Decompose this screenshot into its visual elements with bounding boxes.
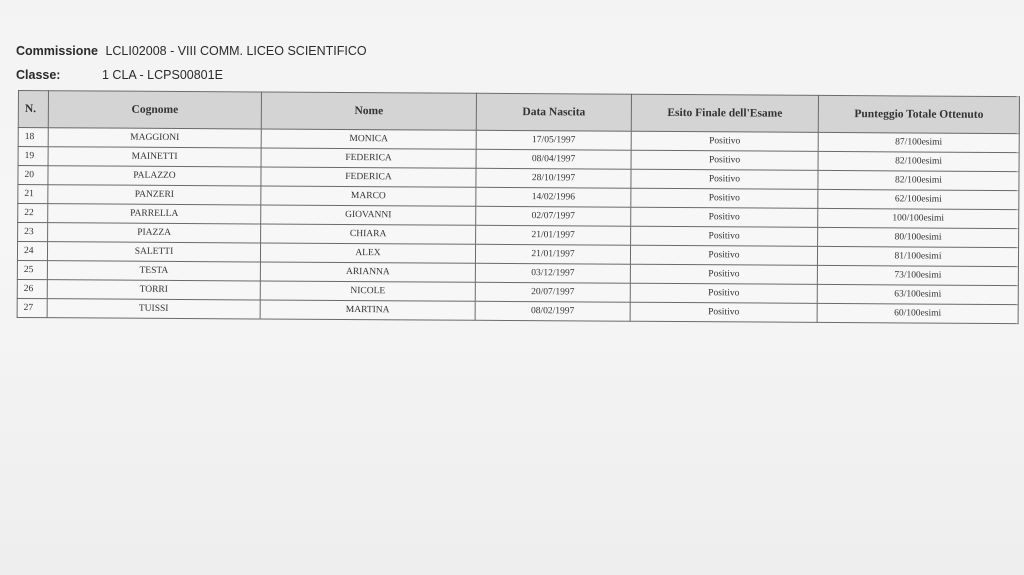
classe-line [16,68,223,82]
classe-value: 1 CLA - LCPS00801E [102,68,223,82]
cell-cognome: SALETTI [47,242,260,262]
cell-nome: NICOLE [260,281,475,301]
cell-punteggio: 82/100esimi [818,170,1019,190]
cell-number: 27 [17,298,47,317]
cell-cognome: MAGGIONI [48,128,261,148]
col-header-cognome: Cognome [48,91,261,129]
cell-punteggio: 62/100esimi [818,189,1019,209]
cell-data-nascita: 20/07/1997 [475,282,630,302]
cell-punteggio: 81/100esimi [817,246,1018,266]
cell-punteggio: 87/100esimi [818,132,1019,152]
cell-number: 21 [18,185,48,204]
cell-data-nascita: 21/01/1997 [476,225,631,245]
cell-cognome: PARRELLA [48,204,261,224]
cell-esito: Positivo [631,131,818,151]
cell-cognome: PIAZZA [48,223,261,243]
cell-number: 22 [18,204,48,223]
cell-nome: CHIARA [261,224,476,244]
cell-punteggio: 73/100esimi [817,265,1018,285]
cell-nome: GIOVANNI [261,205,476,225]
cell-number: 26 [17,279,47,298]
cell-cognome: TUISSI [47,299,260,319]
cell-esito: Positivo [631,226,818,246]
cell-esito: Positivo [631,169,818,189]
cell-esito: Positivo [630,264,817,284]
classe-label: Classe: [16,68,61,82]
cell-data-nascita: 03/12/1997 [475,263,630,283]
cell-nome: ARIANNA [260,262,475,282]
cell-data-nascita: 08/04/1997 [476,149,631,169]
cell-nome: MARCO [261,186,476,206]
cell-esito: Positivo [631,150,818,170]
cell-cognome: PALAZZO [48,166,261,186]
commissione-label: Commissione [16,44,98,58]
cell-nome: MARTINA [260,300,475,320]
commissione-line [16,44,367,58]
cell-cognome: MAINETTI [48,147,261,167]
cell-cognome: TORRI [47,280,260,300]
cell-punteggio: 60/100esimi [817,303,1018,323]
cell-esito: Positivo [631,207,818,227]
cell-punteggio: 80/100esimi [818,227,1019,247]
col-header-nome: Nome [261,92,476,130]
cell-punteggio: 100/100esimi [818,208,1019,228]
cell-number: 18 [18,128,48,147]
cell-punteggio: 63/100esimi [817,284,1018,304]
cell-nome: FEDERICA [261,148,476,168]
cell-esito: Positivo [630,283,817,303]
col-header-number: N. [18,91,48,128]
cell-esito: Positivo [630,245,817,265]
cell-data-nascita: 02/07/1997 [476,206,631,226]
table-header-row [18,91,1019,134]
cell-esito: Positivo [631,188,818,208]
cell-data-nascita: 17/05/1997 [476,130,631,150]
col-header-esito: Esito Finale dell'Esame [631,94,818,132]
col-header-punteggio: Punteggio Totale Ottenuto [818,95,1019,133]
col-header-data-nascita: Data Nascita [476,93,631,131]
cell-number: 23 [18,223,48,242]
cell-cognome: TESTA [47,261,260,281]
cell-punteggio: 82/100esimi [818,151,1019,171]
cell-data-nascita: 21/01/1997 [475,244,630,264]
cell-data-nascita: 14/02/1996 [476,187,631,207]
cell-number: 19 [18,147,48,166]
results-table [17,90,1020,324]
cell-nome: MONICA [261,129,476,149]
cell-cognome: PANZERI [48,185,261,205]
cell-number: 24 [17,242,47,261]
cell-esito: Positivo [630,302,817,322]
commissione-value: LCLI02008 - VIII COMM. LICEO SCIENTIFICO [105,44,367,58]
cell-nome: FEDERICA [261,167,476,187]
cell-data-nascita: 08/02/1997 [475,301,630,321]
cell-number: 25 [17,260,47,279]
cell-nome: ALEX [260,243,475,263]
cell-number: 20 [18,166,48,185]
cell-data-nascita: 28/10/1997 [476,168,631,188]
